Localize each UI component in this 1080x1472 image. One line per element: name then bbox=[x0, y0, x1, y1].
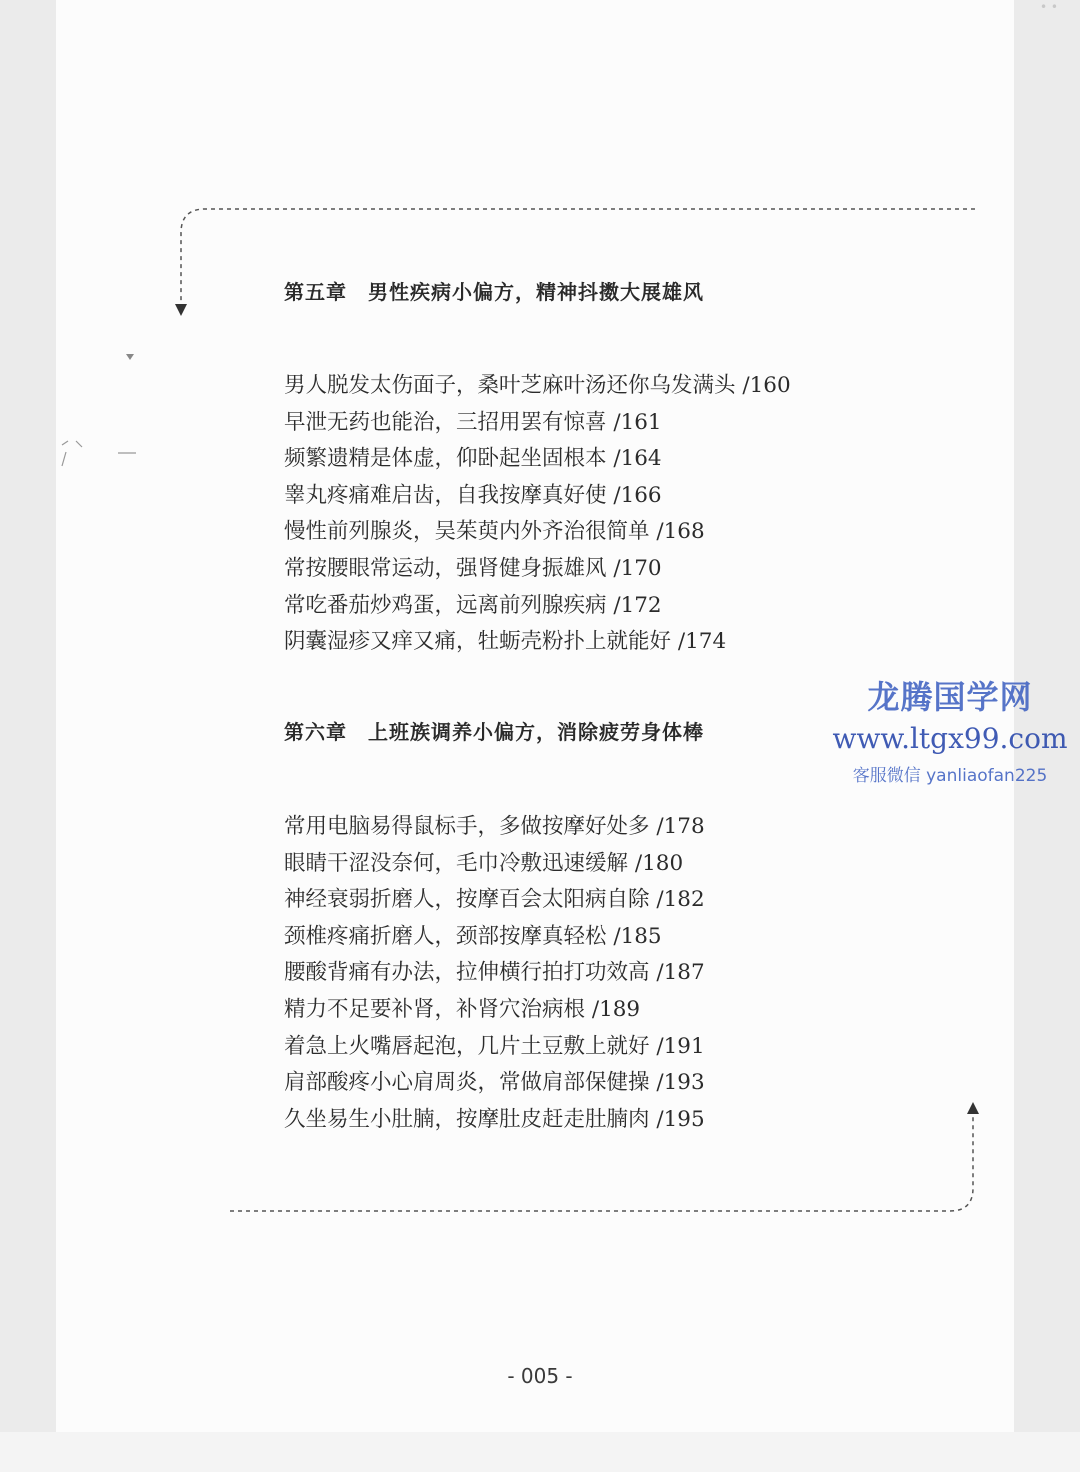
toc-entry: 久坐易生小肚腩，按摩肚皮赶走肚腩肉 /195 bbox=[284, 1106, 705, 1132]
chapter-6-title: 第六章 上班族调养小偏方，消除疲劳身体棒 bbox=[284, 720, 704, 744]
watermark-contact: 客服微信 yanliaofan225 bbox=[852, 766, 1048, 786]
corner-dots-icon: • • bbox=[1040, 0, 1058, 14]
page-number: - 005 - bbox=[507, 1364, 573, 1388]
toc-entry: 神经衰弱折磨人，按摩百会太阳病自除 /182 bbox=[284, 887, 705, 913]
chapter-5-title: 第五章 男性疾病小偏方，精神抖擞大展雄风 bbox=[284, 280, 704, 304]
bottom-arrowhead-icon bbox=[967, 1102, 979, 1114]
toc-entry: 肩部酸疼小心肩周炎，常做肩部保健操 /193 bbox=[284, 1070, 705, 1096]
toc-entry: 频繁遗精是体虚，仰卧起坐固根本 /164 bbox=[284, 446, 662, 472]
toc-entry: 常按腰眼常运动，强肾健身振雄风 /170 bbox=[284, 555, 662, 581]
toc-entry: 眼睛干涩没奈何，毛巾冷敷迅速缓解 /180 bbox=[284, 850, 684, 876]
toc-entry: 腰酸背痛有办法，拉伸横行拍打功效高 /187 bbox=[284, 960, 705, 986]
toc-entry: 男人脱发太伤面子，桑叶芝麻叶汤还你乌发满头 /160 bbox=[284, 373, 791, 398]
margin-mark-1 bbox=[126, 354, 134, 360]
toc-entry: 常吃番茄炒鸡蛋，远离前列腺疾病 /172 bbox=[284, 592, 662, 618]
toc-entry: 常用电脑易得鼠标手，多做按摩好处多 /178 bbox=[284, 814, 705, 839]
toc-entry: 睾丸疼痛难启齿，自我按摩真好使 /166 bbox=[284, 482, 662, 508]
toc-entry: 阴囊湿疹又痒又痛，牡蛎壳粉扑上就能好 /174 bbox=[284, 629, 727, 655]
toc-entry: 着急上火嘴唇起泡，几片土豆敷上就好 /191 bbox=[284, 1033, 705, 1059]
toc-entry: 精力不足要补肾，补肾穴治病根 /189 bbox=[284, 996, 641, 1022]
site-watermark bbox=[820, 672, 1080, 786]
margin-mark-2 bbox=[62, 441, 136, 466]
toc-entry: 早泄无药也能治，三招用罢有惊喜 /161 bbox=[284, 409, 662, 435]
chapter-6-entries bbox=[284, 809, 705, 1138]
chapter-5-entries bbox=[284, 368, 791, 661]
watermark-title: 龙腾国学网 bbox=[867, 678, 1033, 716]
top-arrowhead-icon bbox=[175, 304, 187, 316]
toc-entry: 颈椎疼痛折磨人，颈部按摩真轻松 /185 bbox=[284, 923, 662, 949]
watermark-url: www.ltgx99.com bbox=[832, 722, 1068, 755]
toc-entry: 慢性前列腺炎，吴茱萸内外齐治很简单 /168 bbox=[284, 519, 705, 545]
